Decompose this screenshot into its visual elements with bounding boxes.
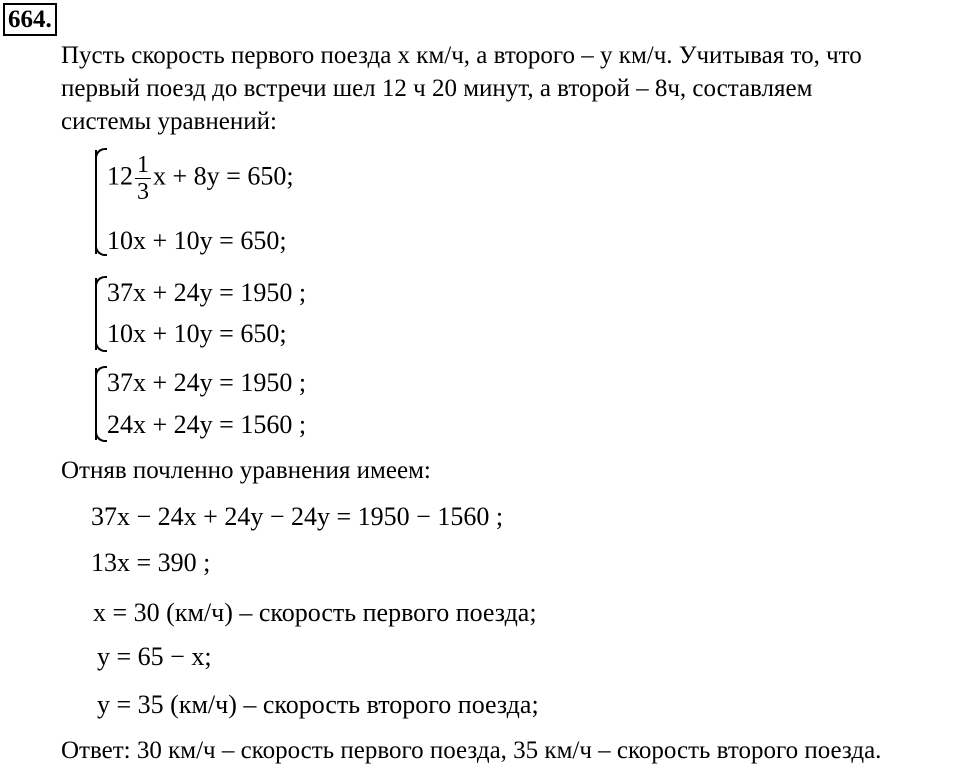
step-2: 13x = 390 ; bbox=[91, 548, 211, 577]
system3-eq1: 37x + 24y = 1950 ; bbox=[107, 368, 307, 397]
subtract-text: Отняв почленно уравнения имеем: bbox=[61, 457, 431, 484]
answer: Ответ: 30 км/ч – скорость первого поезда, 35 км/ч – скорость второго поезда. bbox=[61, 737, 882, 764]
step-1: 37x − 24x + 24y − 24y = 1950 − 1560 ; bbox=[91, 502, 504, 531]
system1-eq1: 12 $\frac{1}{3}$ x + 8y = 650; bbox=[107, 152, 294, 205]
system2-eq2: 10x + 10y = 650; bbox=[107, 319, 287, 348]
system2-eq1: 37x + 24y = 1950 ; bbox=[107, 278, 307, 307]
intro-line-1: Пусть скорость первого поезда x км/ч, а второго – y км/ч. Учитывая то, что bbox=[61, 42, 862, 69]
fraction: $\frac{1}{3}$ bbox=[137, 152, 149, 205]
step-3: x = 30 (км/ч) – скорость первого поезда; bbox=[93, 598, 537, 627]
system3-eq2: 24x + 24y = 1560 ; bbox=[107, 410, 307, 439]
intro-line-2: первый поезд до встречи шел 12 ч 20 минут, а второй – 8ч, составляем bbox=[61, 75, 813, 102]
problem-number: 664. bbox=[3, 3, 57, 36]
step-4: y = 65 − x; bbox=[97, 642, 212, 671]
system1-eq2: 10x + 10y = 650; bbox=[107, 226, 287, 255]
intro-line-3: системы уравнений: bbox=[61, 108, 277, 135]
step-5: y = 35 (км/ч) – скорость второго поезда; bbox=[97, 690, 539, 719]
